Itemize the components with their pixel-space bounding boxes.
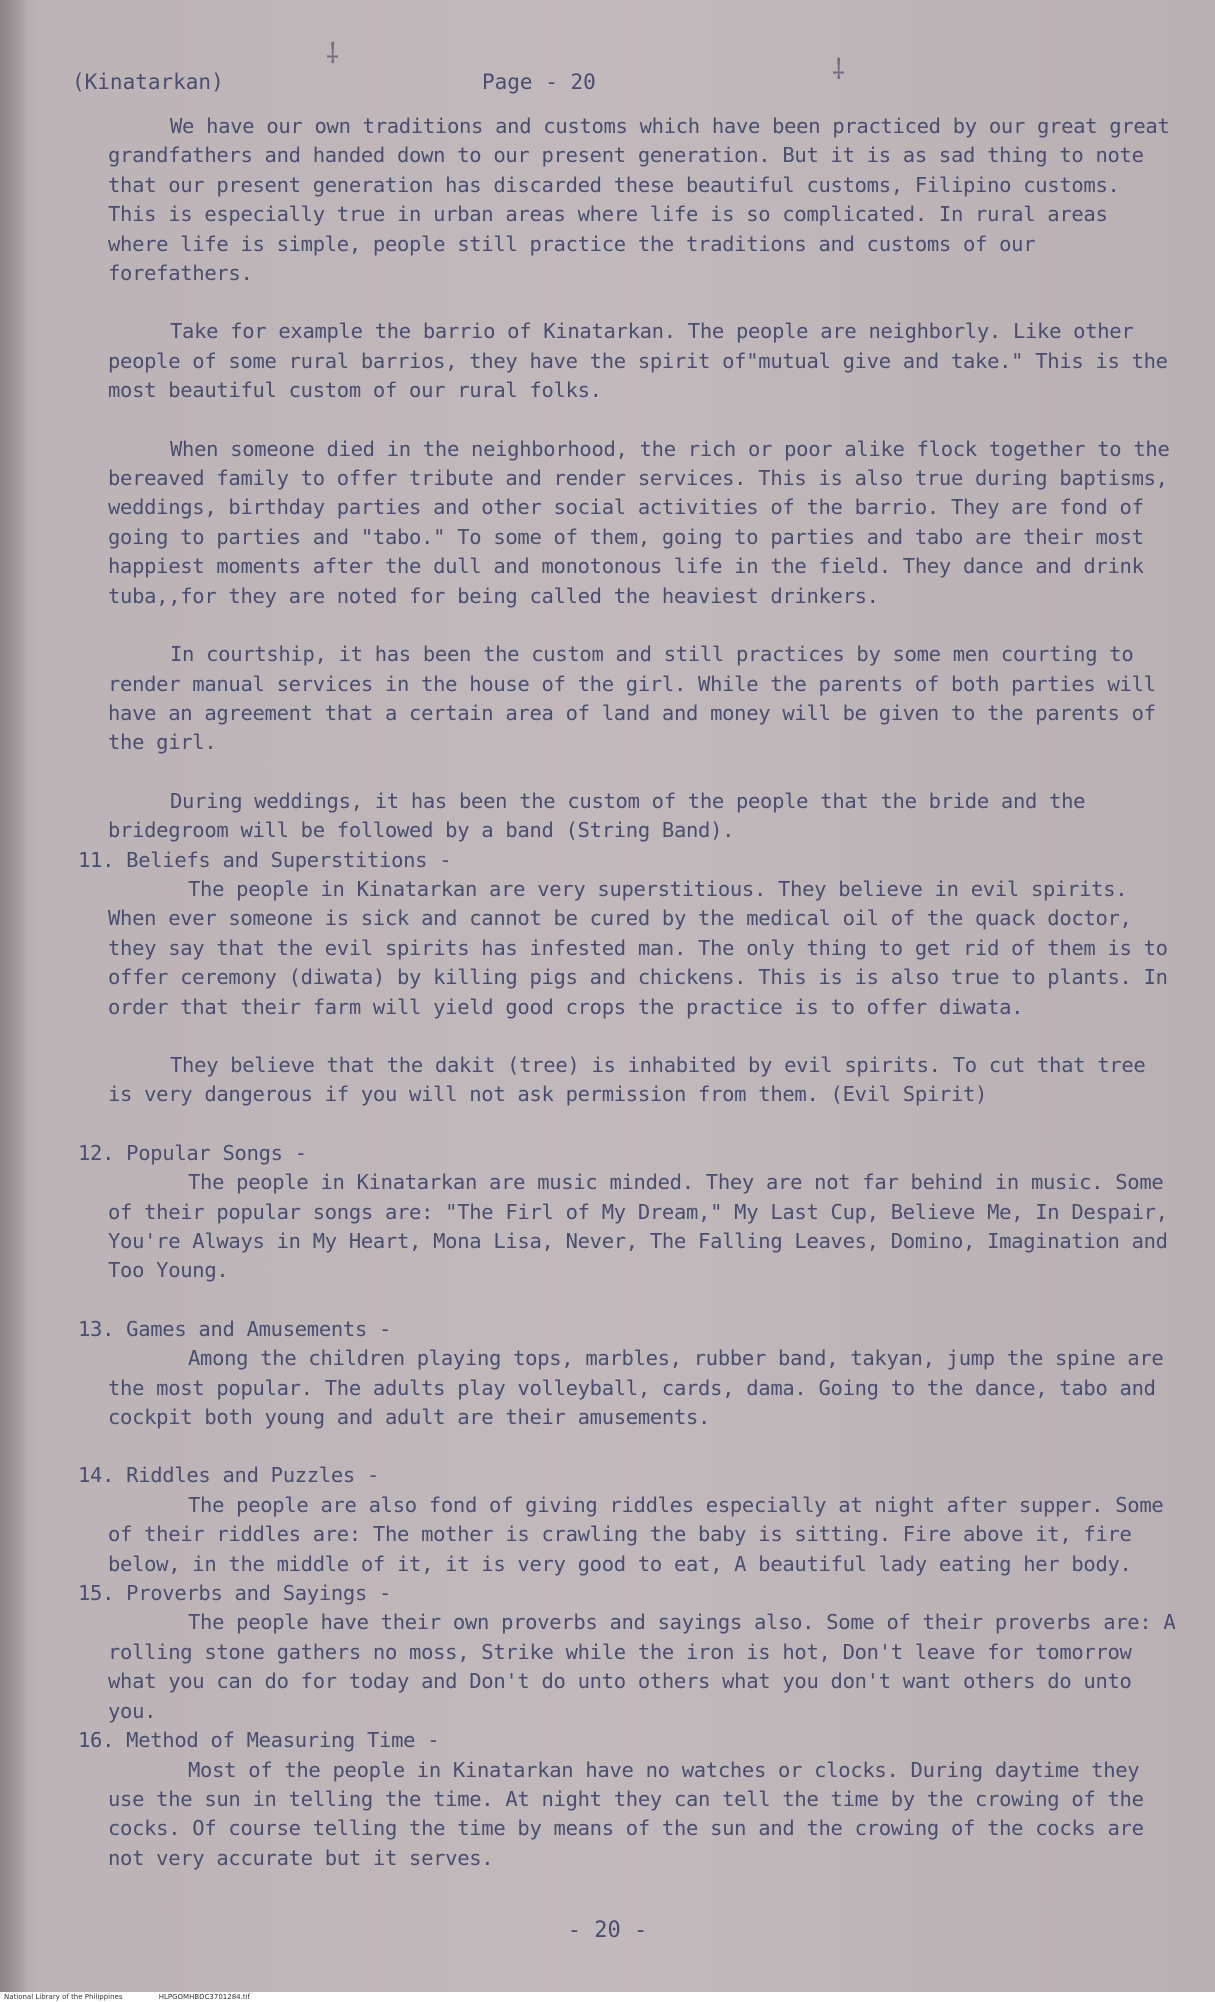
section-paragraph: Most of the people in Kinatarkan have no watches or clocks. During daytime they use the sun in telling the time. At night they can tell the time by the crowing of the cocks. Of course telling the time by means of the sun and the crowing of the cocks are not very accurate but it serves. — [108, 1757, 1144, 1870]
pencil-mark: ⸸ — [832, 53, 846, 86]
section-heading: 14. Riddles and Puzzles - — [78, 1463, 380, 1488]
section-measuring-time — [78, 1726, 1178, 1873]
paragraph: Take for example the barrio of Kinatarkan. The people are neighborly. Like other people of some rural barrios, they have the spirit of"mutual give and take." This is the most beautiful custom of our rural folks. — [108, 319, 1168, 403]
section-heading: 16. Method of Measuring Time - — [78, 1728, 440, 1753]
section-paragraph: The people in Kinatarkan are music minded. They are not far behind in music. Some of their popular songs are: "The Firl of My Dream," My Last Cup, Believe Me, In Despair, You're Always in My Heart, Mona Lisa, Never, The Falling Leaves, Domino, Imagination and Too Young. — [108, 1170, 1168, 1283]
pencil-mark: ⸸ — [326, 37, 340, 70]
section-games — [78, 1315, 1178, 1433]
archive-source: National Library of the Philippines — [4, 1993, 123, 2001]
section-heading: 15. Proverbs and Sayings - — [78, 1581, 392, 1606]
document-body — [78, 112, 1178, 1902]
barrio-label: (Kinatarkan) — [72, 70, 224, 94]
page-number: - 20 - — [567, 1918, 648, 1943]
paragraph: During weddings, it has been the custom of the people that the bride and the bridegroom will be followed by a band (String Band). — [108, 788, 1086, 843]
archive-strip — [0, 1992, 1215, 2002]
archive-filename: HLPGOMHBDC3701284.tif — [158, 1993, 250, 2001]
section-beliefs — [78, 846, 1178, 1110]
section-popular-songs — [78, 1139, 1178, 1286]
section-riddles — [78, 1461, 1178, 1579]
page-edge-shadow — [0, 0, 28, 1992]
section-paragraph: They believe that the dakit (tree) is inhabited by evil spirits. To cut that tree is very dangerous if you will not ask permission from them. (Evil Spirit) — [108, 1052, 1146, 1107]
section-heading: 12. Popular Songs - — [78, 1140, 307, 1165]
section-paragraph: The people are also fond of giving riddles especially at night after supper. Some of their riddles are: The mother is crawling the baby is sitting. Fire above it, fire below, in the middle of it, it is very good to eat, A beautiful lady eating her body. — [108, 1492, 1164, 1576]
page-label: Page - 20 — [482, 70, 596, 94]
section-heading: 13. Games and Amusements - — [78, 1316, 392, 1341]
section-paragraph: The people have their own proverbs and sayings also. Some of their proverbs are: A rolling stone gathers no moss, Strike while the iron is hot, Don't leave for tomorrow what you can do for today and Don't do unto others what you don't want others do unto you. — [108, 1610, 1176, 1723]
paragraph: In courtship, it has been the custom and still practices by some men courting to render manual services in the house of the girl. While the parents of both parties will have an agreement that a certain area of land and money will be given to the parents of the girl. — [108, 642, 1156, 755]
section-heading: 11. Beliefs and Superstitions - — [78, 847, 452, 872]
paragraph: We have our own traditions and customs which have been practiced by our great great grandfathers and handed down to our present generation. But it is as sad thing to note that our present generation has discarded these beautiful customs, Filipino customs. This is especially true in urban areas where life is so complicated. In rural areas where life is simple, people still practice the traditions and customs of our forefathers. — [108, 114, 1170, 286]
paragraph: When someone died in the neighborhood, the rich or poor alike flock together to the bereaved family to offer tribute and render services. This is also true during baptisms, weddings, birthday parties and other social activities of the barrio. They are fond of going to parties and "tabo." To some of them, going to parties and tabo are their most happiest moments after the dull and monotonous life in the field. They dance and drink tuba,,for they are noted for being called the heaviest drinkers. — [108, 436, 1170, 608]
section-paragraph: The people in Kinatarkan are very superstitious. They believe in evil spirits. When ever someone is sick and cannot be cured by the medical oil of the quack doctor, they say that the evil spirits has infested man. The only thing to get rid of them is to offer ceremony (diwata) by killing pigs and chickens. This is is also true to plants. In order that their farm will yield good crops the practice is to offer diwata. — [108, 876, 1168, 1019]
section-paragraph: Among the children playing tops, marbles, rubber band, takyan, jump the spine are the most popular. The adults play volleyball, cards, dama. Going to the dance, tabo and cockpit both young and adult are their amusements. — [108, 1346, 1164, 1430]
page-header — [72, 70, 1172, 110]
section-proverbs — [78, 1579, 1178, 1726]
